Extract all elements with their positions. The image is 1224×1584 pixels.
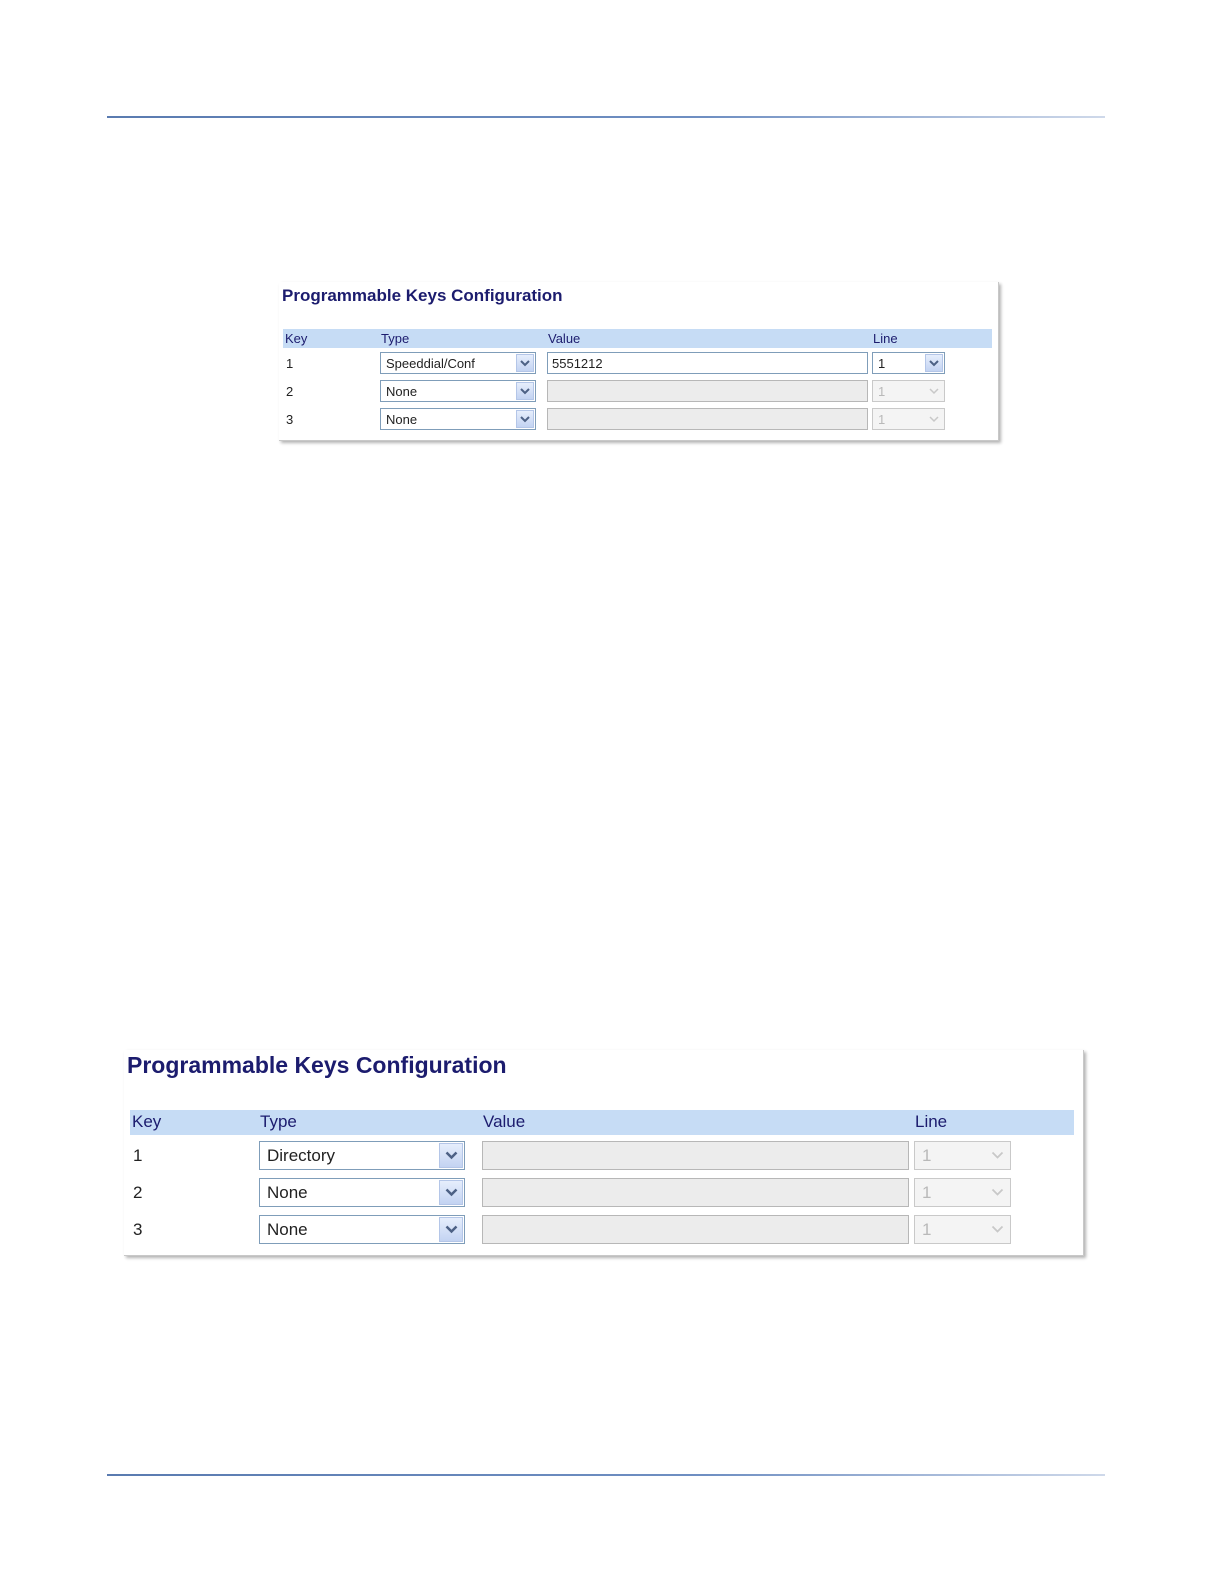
chevron-down-icon[interactable] (516, 382, 534, 400)
panel-title: Programmable Keys Configuration (282, 286, 563, 305)
selected-value: 1 (922, 1219, 932, 1239)
key-3-line-select (872, 408, 945, 430)
key-2-value-input (547, 380, 868, 402)
header-rule (107, 116, 1105, 118)
column-header-type: Type (260, 1112, 297, 1131)
column-header-key: Key (285, 331, 308, 346)
chevron-down-icon[interactable] (516, 354, 534, 372)
key-3-value-input (547, 408, 868, 430)
key-3-value-input (482, 1215, 909, 1244)
key-2-line-select (914, 1178, 1011, 1207)
selected-value: None (267, 1219, 308, 1239)
selected-value: Directory (267, 1145, 336, 1165)
panel-title: Programmable Keys Configuration (127, 1052, 507, 1078)
selected-value: None (386, 383, 418, 399)
key-1-line-select (914, 1141, 1011, 1170)
chevron-down-icon (925, 410, 943, 428)
column-header-value: Value (548, 331, 581, 346)
key-number: 2 (133, 1183, 143, 1202)
programmable-keys-panel-small (279, 282, 999, 441)
key-3-line-select (914, 1215, 1011, 1244)
selected-value: 1 (922, 1182, 932, 1202)
chevron-down-icon[interactable] (925, 354, 943, 372)
key-number: 1 (133, 1146, 143, 1165)
column-header-line: Line (873, 331, 898, 346)
key-2-value-input (482, 1178, 909, 1207)
key-1-line-select[interactable] (872, 352, 945, 374)
chevron-down-icon[interactable] (439, 1180, 463, 1205)
key-1-value-input[interactable]: 5551212 (547, 352, 868, 374)
selected-value: 1 (878, 411, 886, 427)
chevron-down-icon[interactable] (439, 1143, 463, 1168)
key-number: 2 (286, 384, 294, 399)
key-number: 1 (286, 356, 294, 371)
selected-value: 1 (922, 1145, 932, 1165)
programmable-keys-panel-large (124, 1050, 1084, 1256)
chevron-down-icon[interactable] (516, 410, 534, 428)
footer-rule (107, 1474, 1105, 1476)
key-1-type-select[interactable] (259, 1141, 465, 1170)
selected-value: None (267, 1182, 308, 1202)
key-2-line-select (872, 380, 945, 402)
key-2-type-select[interactable] (259, 1178, 465, 1207)
selected-value: 1 (878, 355, 886, 371)
chevron-down-icon[interactable] (439, 1217, 463, 1242)
column-header-key: Key (132, 1112, 162, 1131)
key-number: 3 (133, 1220, 143, 1239)
chevron-down-icon (985, 1180, 1009, 1205)
key-3-type-select[interactable] (259, 1215, 465, 1244)
chevron-down-icon (925, 382, 943, 400)
key-1-type-select[interactable] (380, 352, 536, 374)
chevron-down-icon (985, 1143, 1009, 1168)
column-header-type: Type (381, 331, 410, 346)
key-1-value-input (482, 1141, 909, 1170)
key-number: 3 (286, 412, 294, 427)
selected-value: 1 (878, 383, 886, 399)
column-header-line: Line (915, 1112, 948, 1131)
chevron-down-icon (985, 1217, 1009, 1242)
key-2-type-select[interactable] (380, 380, 536, 402)
column-header-value: Value (483, 1112, 526, 1131)
selected-value: Speeddial/Conf (386, 355, 475, 371)
key-3-type-select[interactable] (380, 408, 536, 430)
selected-value: None (386, 411, 418, 427)
